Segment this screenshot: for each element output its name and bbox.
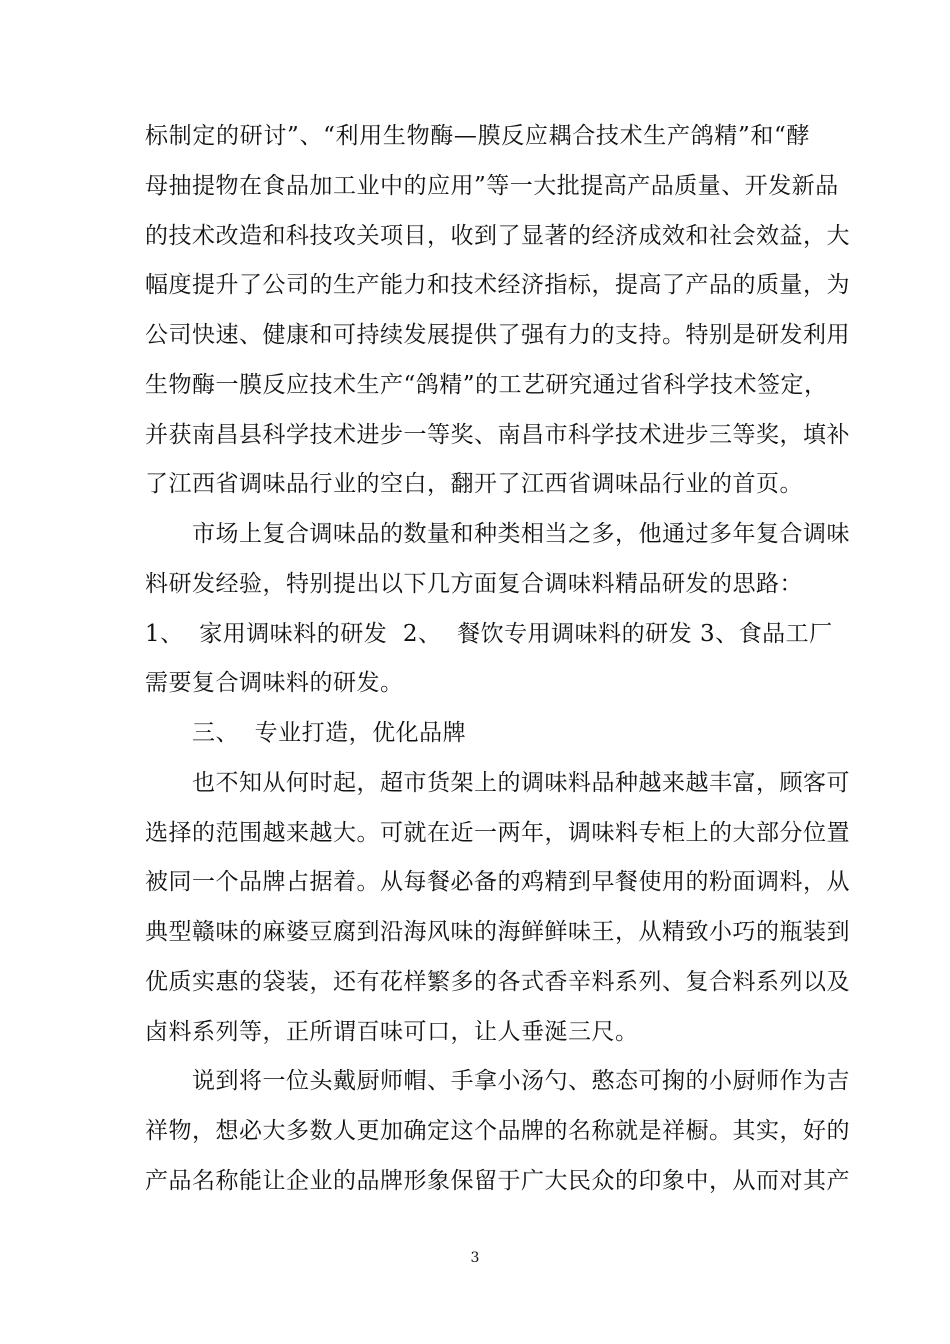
page-number: 3 [470, 1250, 480, 1266]
section-heading: 三、 专业打造，优化品牌 [192, 720, 467, 746]
body-text-line: 了江西省调味品行业的空白，翻开了江西省调味品行业的首页。 [145, 471, 803, 497]
body-text-line: 并获南昌县科学技术进步一等奖、南昌市科学技术进步三等奖，填补 [145, 422, 850, 448]
body-text-line: 生物酶一膜反应技术生产“鸽精”的工艺研究通过省科学技术签定， [145, 372, 828, 398]
body-text-line: 公司快速、健康和可持续发展提供了强有力的支持。特别是研发利用 [145, 322, 850, 348]
body-text-line: 幅度提升了公司的生产能力和技术经济指标，提高了产品的质量，为 [145, 272, 850, 298]
body-text-line: 被同一个品牌占据着。从每餐必备的鸡精到早餐使用的粉面调料，从 [145, 869, 850, 895]
body-text-line: 标制定的研讨”、“利用生物酶—膜反应耦合技术生产鸽精”和“酵 [145, 123, 810, 149]
body-text-line: 祥物，想必大多数人更加确定这个品牌的名称就是祥橱。其实，好的 [145, 1118, 850, 1144]
paragraph-first-line: 说到将一位头戴厨师帽、手拿小汤勺、憨态可掬的小厨师作为吉 [192, 1068, 850, 1094]
body-text-line: 典型赣味的麻婆豆腐到沿海风味的海鲜鲜味王，从精致小巧的瓶装到 [145, 919, 850, 945]
body-text-line: 优质实惠的袋装，还有花样繁多的各式香辛料系列、复合料系列以及 [145, 969, 850, 995]
body-text-line: 的技术改造和科技攻关项目，收到了显著的经济成效和社会效益，大 [145, 223, 850, 249]
body-text-line: 料研发经验，特别提出以下几方面复合调味料精品研发的思路： [145, 571, 803, 597]
body-text-line: 母抽提物在食品加工业中的应用”等一大批提高产品质量、开发新品 [145, 173, 839, 199]
paragraph-first-line: 也不知从何时起，超市货架上的调味料品种越来越丰富，顾客可 [192, 770, 850, 796]
list-line: 1、 家用调味料的研发 2、 餐饮专用调味料的研发 3、食品工厂 [145, 621, 833, 647]
body-text-line: 需要复合调味料的研发。 [145, 670, 404, 696]
body-text-line: 卤料系列等，正所谓百味可口，让人垂涎三尺。 [145, 1019, 639, 1045]
body-text-line: 产品名称能让企业的品牌形象保留于广大民众的印象中，从而对其产 [145, 1168, 850, 1194]
body-text-line: 选择的范围越来越大。可就在近一两年，调味料专柜上的大部分位置 [145, 820, 850, 846]
paragraph-first-line: 市场上复合调味品的数量和种类相当之多，他通过多年复合调味 [192, 521, 850, 547]
